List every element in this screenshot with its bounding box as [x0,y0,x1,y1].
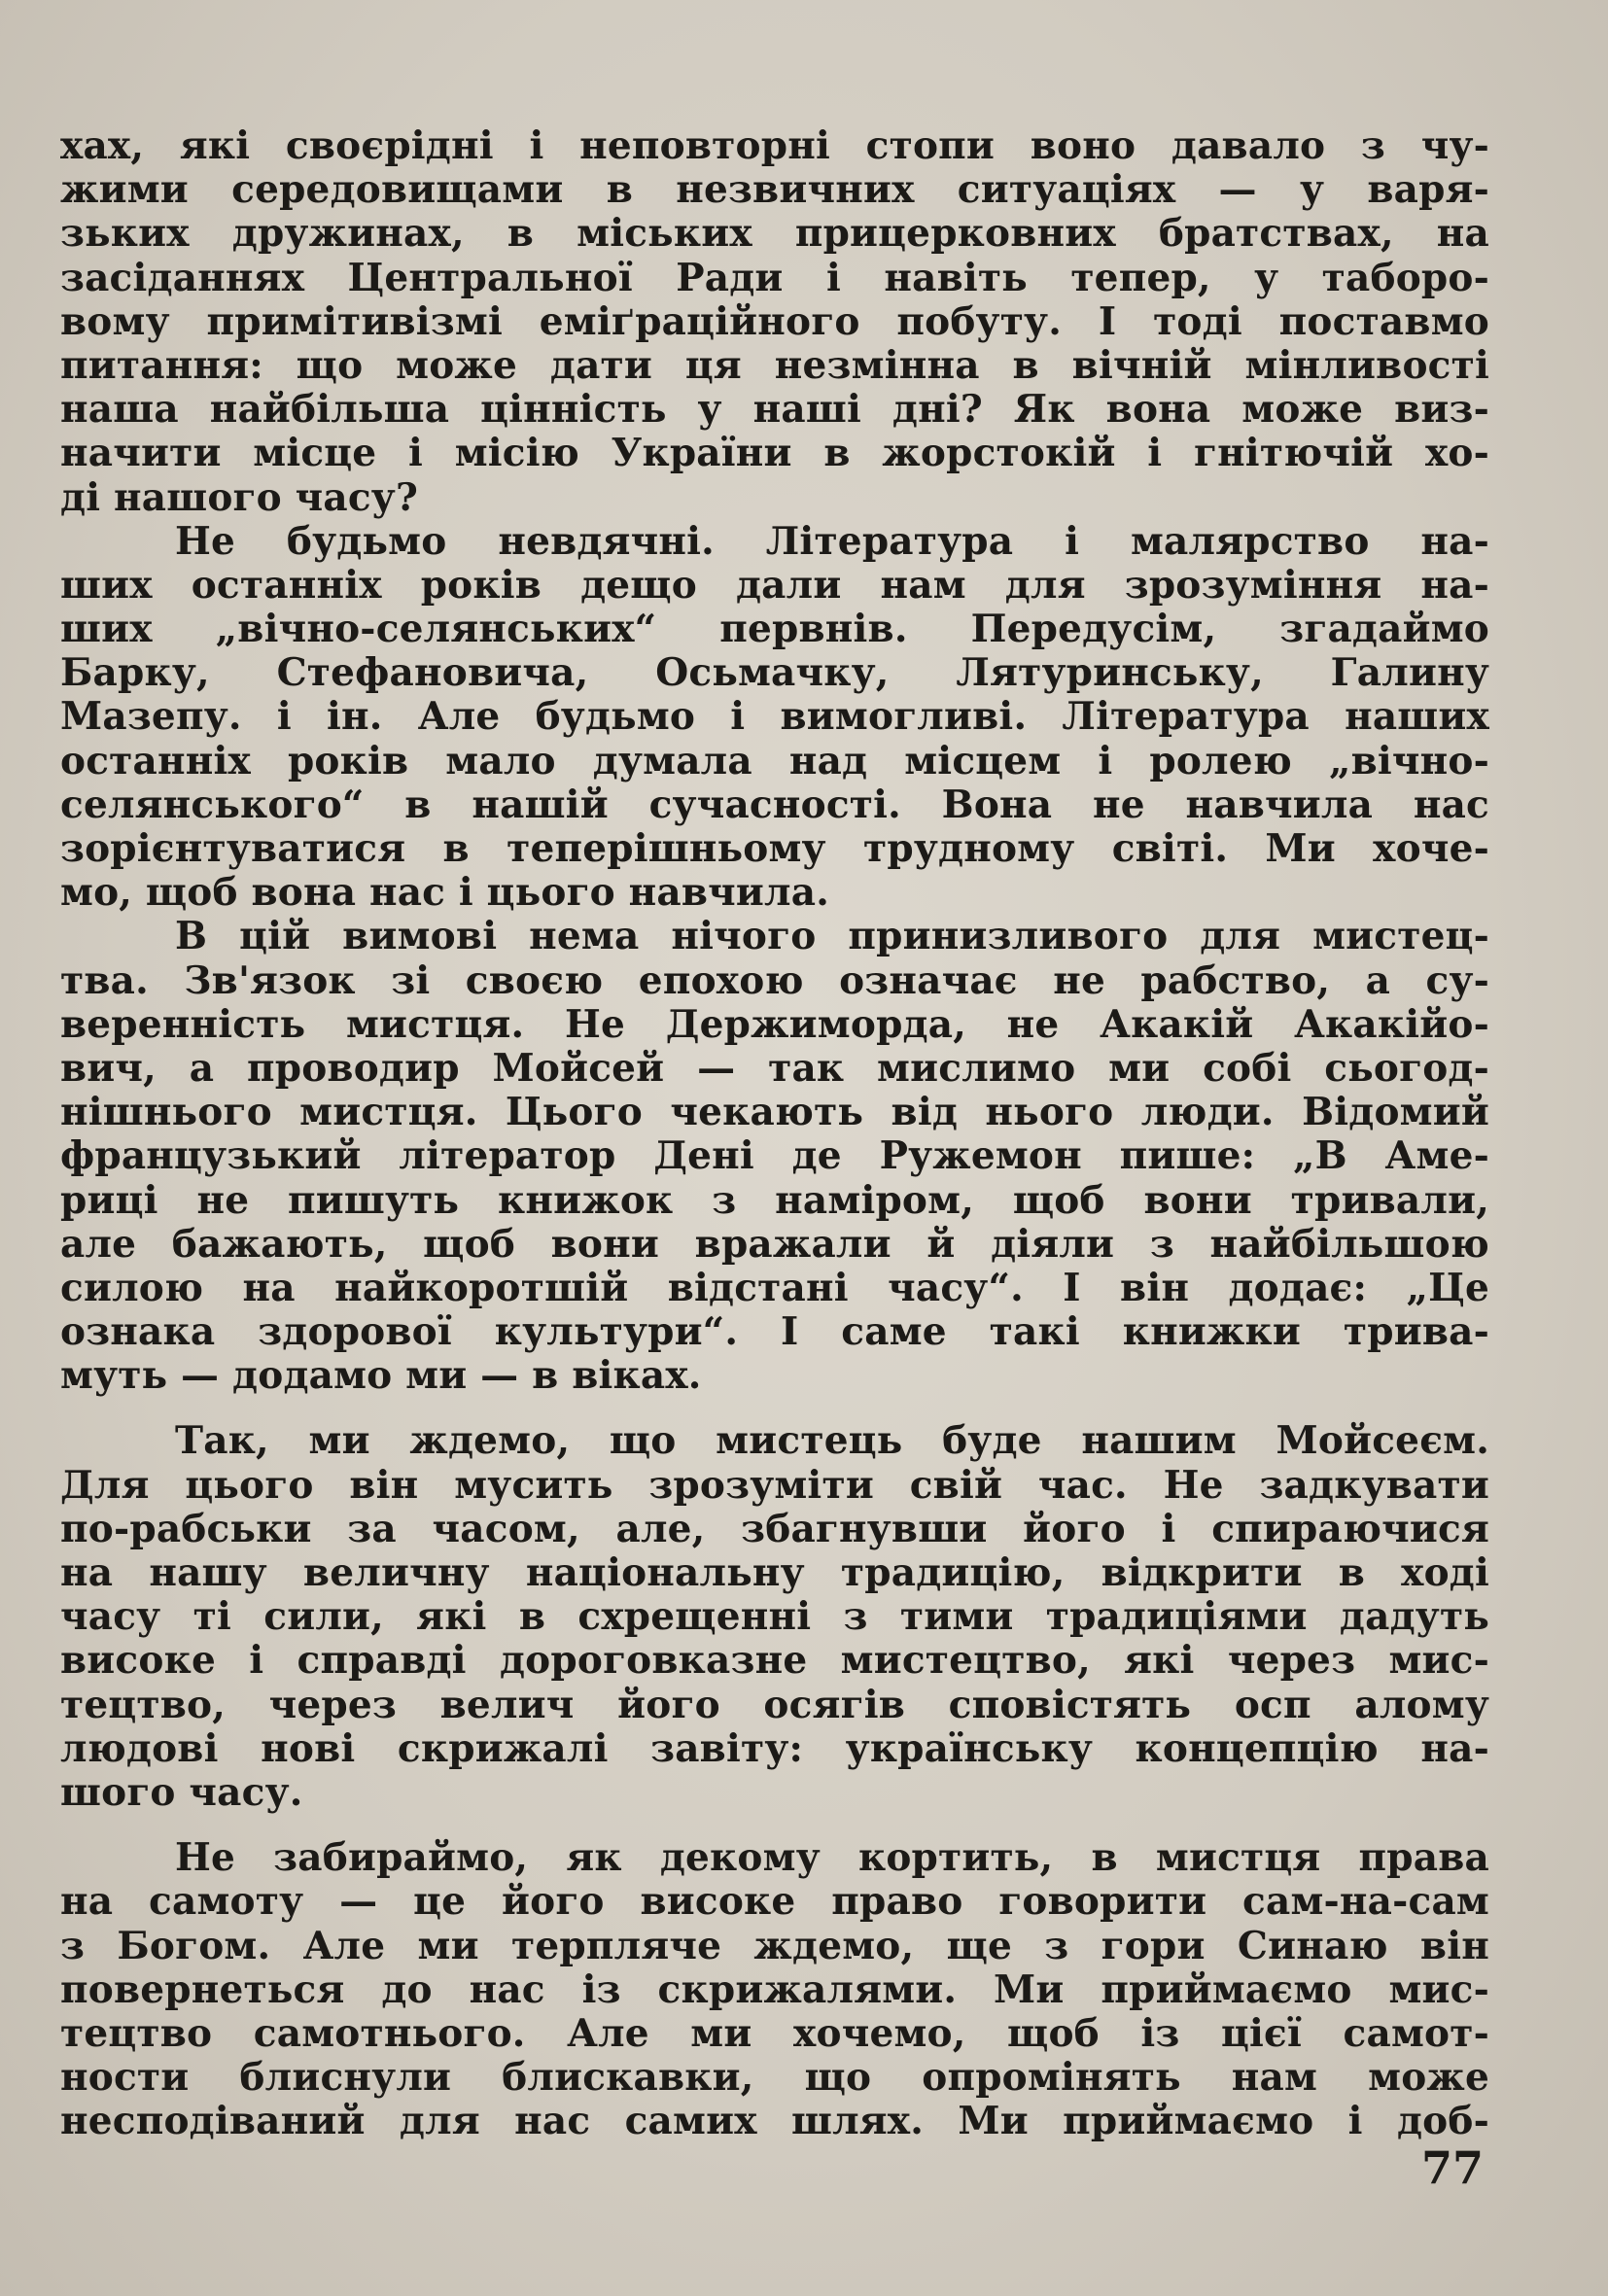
text-line: риці не пишуть книжок з наміром, щоб вони тривали, [60,1177,1489,1223]
text-line: на нашу величну національну традицію, відкрити в ході [60,1550,1489,1595]
text-line: зьких дружинах, в міських прицерковних братствах, на [60,211,1489,257]
text-line: шого часу. [60,1769,303,1815]
text-line: на самоту — це його високе право говорити сам-на-сам [60,1879,1489,1925]
text-line: останніх років мало думала над місцем і ролею „вічно- [60,738,1489,783]
text-line: французький літератор Дені де Ружемон пише: „В Аме- [60,1133,1489,1179]
text-line: Мазепу. і ін. Але будьмо і вимогливі. Література наших [60,694,1489,740]
page-number: 77 [1420,2141,1484,2194]
text-line: вому примітивізмі еміґраційного побуту. І тоді поставмо [60,298,1489,344]
text-line: Не будьмо невдячні. Література і малярство на- [175,518,1489,564]
text-line: несподіваний для нас самих шлях. Ми приймаємо і доб- [60,2099,1489,2144]
text-line: тецтво самотнього. Але ми хочемо, щоб із цієї самот- [60,2010,1489,2056]
text-line: ших останніх років дещо дали нам для зрозуміння на- [60,562,1489,608]
text-line: наша найбільша цінність у наші дні? Як вона може виз- [60,387,1489,433]
text-line: ности блиснули блискавки, що опромінять нам може [60,2055,1489,2101]
text-line: В цій вимові нема нічого принизливого для мистец- [175,914,1489,959]
text-line: людові нові скрижалі завіту: українську концепцію на- [60,1725,1489,1771]
text-line: ді нашого часу? [60,474,418,520]
text-line: Не забираймо, як декому кортить, в мистця права [175,1835,1489,1881]
text-line: але бажають, щоб вони вражали й діяли з найбільшою [60,1221,1489,1267]
paragraph [60,915,1489,1398]
paragraph [60,1836,1489,2143]
body-text [60,124,1489,2143]
text-line: Барку, Стефановича, Осьмачку, Лятуринську, Галину [60,650,1489,696]
text-line: Так, ми ждемо, що мистець буде нашим Мойсеєм. [175,1418,1489,1464]
text-line: силою на найкоротшій відстані часу“. І він додає: „Це [60,1265,1489,1310]
paragraph [60,1419,1489,1815]
text-line: засіданнях Центральної Ради і навіть тепер, у таборо- [60,255,1489,300]
text-line: Для цього він мусить зрозуміти свій час. Не задкувати [60,1462,1489,1508]
text-line: ознака здорової культури“. І саме такі книжки трива- [60,1309,1489,1355]
text-line: тецтво, через велич його осягів сповістять осп алому [60,1682,1489,1727]
text-line: мо, щоб вона нас і цього навчила. [60,870,829,916]
text-line: веренність мистця. Не Держиморда, не Акакій Акакійо- [60,1001,1489,1047]
text-line: питання: що може дати ця незмінна в вічній мінливості [60,342,1489,388]
text-line: повернеться до нас із скрижалями. Ми приймаємо мис- [60,1966,1489,2012]
text-line: нішнього мистця. Цього чекають від нього люди. Відомий [60,1090,1489,1135]
text-line: часу ті сили, які в схрещенні з тими традиціями дадуть [60,1594,1489,1640]
text-line: вич, а проводир Мойсей — так мислимо ми собі сьогод- [60,1045,1489,1091]
text-line: хах, які своєрідні і неповторні стопи воно давало з чу- [60,123,1489,168]
text-line: тва. Зв'язок зі своєю епохою означає не рабство, а су- [60,957,1489,1003]
text-line: муть — додамо ми — в віках. [60,1353,702,1399]
text-line: зорієнтуватися в теперішньому трудному світі. Ми хоче- [60,826,1489,871]
text-line: селянського“ в нашій сучасності. Вона не навчила нас [60,782,1489,827]
text-line: ших „вічно-селянських“ первнів. Передусім, згадаймо [60,607,1489,652]
text-line: по-рабськи за часом, але, збагнувши його і спираючися [60,1506,1489,1551]
text-line: високе і справді дороговказне мистецтво, які через мис- [60,1638,1489,1684]
text-line: з Богом. Але ми терпляче ждемо, ще з гори Синаю він [60,1923,1489,1968]
paragraph [60,124,1489,520]
text-line: жими середовищами в незвичних ситуаціях — у варя- [60,167,1489,213]
text-line: начити місце і місію України в жорстокій і гнітючій хо- [60,431,1489,476]
paragraph [60,520,1489,916]
